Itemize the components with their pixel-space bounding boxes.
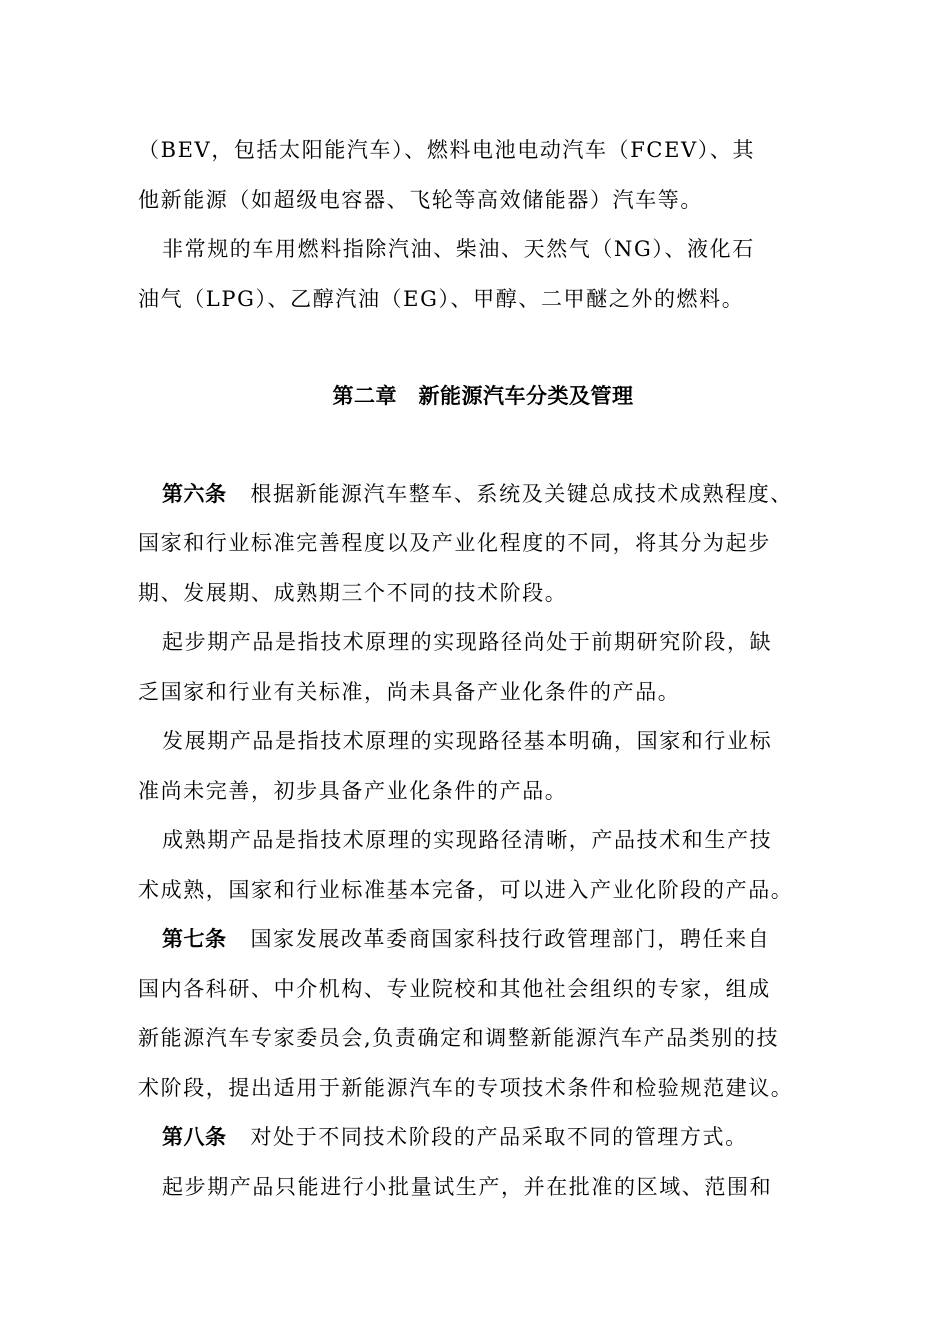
- text-line: 期、发展期、成熟期三个不同的技术阶段。: [138, 580, 568, 605]
- text-line: 起步期产品是指技术原理的实现路径尚处于前期研究阶段，缺: [162, 630, 773, 654]
- article-text: 根据新能源汽车整车、系统及关键总成技术成熟程度、: [250, 481, 793, 506]
- text-line: [138, 470, 828, 520]
- text-line: 国家和行业标准完善程度以及产业化程度的不同，将其分为起步: [138, 531, 771, 555]
- text-line: 乏国家和行业有关标准，尚未具备产业化条件的产品。: [138, 679, 681, 704]
- text-line: 术成熟，国家和行业标准基本完备，可以进入产业化阶段的产品。: [138, 877, 794, 902]
- text-line: 非常规的车用燃料指除汽油、柴油、天然气（NG）、液化石: [162, 237, 755, 261]
- text-line: 国内各科研、中介机构、专业院校和其他社会组织的专家，组成: [138, 976, 771, 1001]
- article-text: 国家发展改革委商国家科技行政管理部门，聘任来自: [250, 927, 771, 951]
- paragraph-intro-continuation: [138, 126, 828, 225]
- paragraph-startup-management: [138, 1163, 828, 1213]
- text-line: 油气（LPG）、乙醇汽油（EG）、甲醇、二甲醚之外的燃料。: [138, 286, 745, 311]
- text-line: 发展期产品是指技术原理的实现路径基本明确，国家和行业标: [162, 729, 773, 753]
- article-number: 第八条: [162, 1125, 227, 1149]
- text-line: 起步期产品只能进行小批量试生产，并在批准的区域、范围和: [162, 1174, 773, 1199]
- article-number: 第七条: [162, 927, 227, 951]
- text-line: （BEV，包括太阳能汽车）、燃料电池电动汽车（FCEV）、其: [138, 138, 756, 162]
- text-line: [138, 1113, 828, 1163]
- article-8: [138, 1113, 828, 1163]
- text-line: 成熟期产品是指技术原理的实现路径清晰，产品技术和生产技: [162, 828, 773, 852]
- article-text: 对处于不同技术阶段的产品采取不同的管理方式。: [250, 1125, 748, 1149]
- article-6: [138, 470, 828, 619]
- article-7: [138, 915, 828, 1113]
- text-line: [138, 915, 828, 965]
- paragraph-development-stage: [138, 717, 828, 816]
- text-line: 准尚未完善，初步具备产业化条件的产品。: [138, 778, 568, 803]
- text-line: 他新能源（如超级电容器、飞轮等高效储能器）汽车等。: [138, 187, 703, 212]
- paragraph-unconventional-fuel: [138, 225, 828, 324]
- paragraph-mature-stage: [138, 816, 828, 915]
- text-line: 新能源汽车专家委员会,负责确定和调整新能源汽车产品类别的技: [138, 1026, 780, 1050]
- document-page: [138, 126, 828, 1212]
- paragraph-startup-stage: [138, 618, 828, 717]
- text-line: 术阶段，提出适用于新能源汽车的专项技术条件和检验规范建议。: [138, 1075, 794, 1100]
- chapter-title: 第二章 新能源汽车分类及管理: [332, 384, 634, 408]
- article-number: 第六条: [162, 481, 227, 506]
